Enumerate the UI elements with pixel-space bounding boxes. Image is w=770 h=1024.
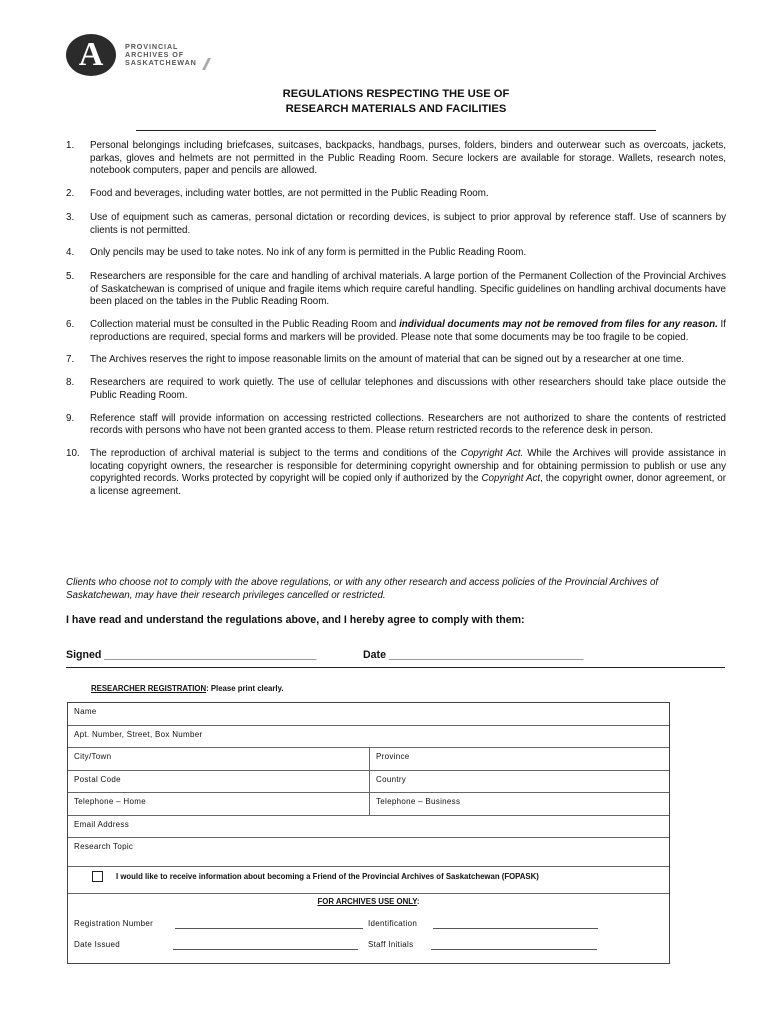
address-field-label: Apt. Number, Street, Box Number (74, 730, 203, 739)
signature-field[interactable]: Signed ____________________________________ (66, 649, 317, 661)
country-field-label[interactable]: Country (376, 775, 407, 784)
item-text-part: While the Archives will provide assistance in locating copyright owners, the researcher is responsible for determining copyright ownership and for obtaining permission to publish or use any copyrighted records. Works protected by copyright will be copied only if authorized by the (90, 447, 727, 485)
item-italic: Copyright Act. (460, 447, 524, 459)
research-topic-row[interactable] (68, 838, 669, 867)
registration-form (67, 702, 670, 964)
item-text: Only pencils may be used to take notes. No ink of any form is permitted in the Public Reading Room. (90, 247, 527, 259)
identification-line[interactable] (433, 928, 598, 929)
archives-logo (66, 34, 205, 76)
item-number: 8. (66, 377, 75, 389)
item-text: Reference staff will provide information on accessing restricted collections. Researchers are not authorized to share the contents of restricted records with persons who have not been granted access to them. Please return restricted records to the reference desk in person. (90, 412, 726, 437)
column-divider (369, 771, 370, 792)
regulation-item (66, 188, 726, 201)
registration-title: RESEARCHER REGISTRATION (91, 684, 207, 693)
regulation-item (66, 354, 726, 367)
regulation-item (66, 247, 726, 260)
item-number: 3. (66, 211, 75, 223)
postal-country-row (68, 771, 669, 793)
office-use-title: FOR ARCHIVES USE ONLY (317, 897, 417, 906)
name-row[interactable] (68, 703, 669, 726)
regulation-item (66, 448, 726, 499)
section-divider (66, 667, 725, 668)
item-number: 9. (66, 412, 75, 424)
office-use-heading (68, 897, 669, 906)
column-divider (369, 748, 370, 770)
item-text-part: If reproductions are required, special forms and markers will be provided. Please note that some documents may be too fragile to be copied. (90, 319, 726, 343)
item-number: 2. (66, 188, 75, 200)
logo-letter: A (78, 36, 104, 73)
logo-emblem-icon (66, 34, 116, 76)
business-phone-field-label[interactable]: Telephone – Business (376, 797, 461, 806)
identification-label: Identification (368, 919, 418, 928)
staff-initials-line[interactable] (431, 949, 597, 950)
item-number: 5. (66, 270, 75, 282)
date-issued-label: Date Issued (74, 940, 120, 949)
item-text-part: Collection material must be consulted in the Public Reading Room and (90, 319, 400, 331)
email-field-label: Email Address (74, 820, 130, 829)
item-text-part: , the copyright owner, donor agreement, or a license agreement. (90, 473, 726, 498)
item-text: Researchers are required to work quietly. The use of cellular telephones and discussions with other researchers should take place outside the Public Reading Room. (90, 377, 726, 401)
item-text: Researchers are responsible for the care and handling of archival materials. A large portion of the Permanent Collection of the Provincial Archives of Saskatchewan is comprised of unique and fragile items which require careful handling. Specific guidelines on handling archival documents have been placed on the tables in the Public Reading Room. (90, 270, 726, 308)
item-text: The Archives reserves the right to impose reasonable limits on the amount of material that can be signed out by a researcher at one time. (90, 354, 685, 366)
agreement-statement: I have read and understand the regulations above, and I hereby agree to comply with them: (66, 614, 525, 626)
regulation-item (66, 271, 726, 309)
item-number: 4. (66, 247, 75, 259)
fopask-row (68, 867, 669, 894)
logo-line: ARCHIVES OF (125, 50, 185, 59)
logo-line: SASKATCHEWAN (125, 58, 197, 67)
regulation-item (66, 319, 726, 344)
email-row[interactable] (68, 816, 669, 838)
registration-instruction: : Please print clearly. (206, 684, 284, 693)
postal-code-field-label[interactable]: Postal Code (74, 775, 121, 784)
item-number: 7. (66, 354, 75, 366)
item-emphasis: individual documents may not be removed from files for any reason. (399, 319, 718, 331)
fopask-label: I would like to receive information about becoming a Friend of the Provincial Archives of Saskatchewan (FOPASK) (116, 872, 539, 881)
registration-number-line[interactable] (175, 928, 363, 929)
document-title (136, 87, 656, 117)
item-number: 10. (66, 447, 80, 459)
regulation-item (66, 377, 726, 402)
compliance-notice: Clients who choose not to comply with the above regulations, or with any other research and access policies of the Provincial Archives of Saskatchewan, may have their research privileges cancelled or restricted. (66, 577, 659, 601)
title-divider (136, 130, 656, 131)
research-topic-field-label: Research Topic (74, 842, 134, 851)
city-province-row (68, 748, 669, 771)
item-italic: Copyright Act (481, 473, 541, 485)
registration-number-label: Registration Number (74, 919, 154, 928)
regulation-item (66, 212, 726, 237)
item-text-part: The reproduction of archival material is subject to the terms and conditions of the (90, 447, 461, 459)
title-line-1: REGULATIONS RESPECTING THE USE OF (282, 88, 510, 100)
regulation-item (66, 413, 726, 438)
title-line-2: RESEARCH MATERIALS AND FACILITIES (285, 103, 507, 115)
telephone-row (68, 793, 669, 816)
province-field-label[interactable]: Province (376, 752, 410, 761)
home-phone-field-label[interactable]: Telephone – Home (74, 797, 146, 806)
regulations-list (66, 140, 726, 499)
logo-line: PROVINCIAL (125, 42, 179, 51)
regulation-item (66, 140, 726, 178)
address-row[interactable] (68, 726, 669, 748)
item-text: Use of equipment such as cameras, personal dictation or recording devices, is subject to prior approval by reference staff. Use of scanners by clients is not permitted. (90, 211, 726, 236)
item-text: Food and beverages, including water bottles, are not permitted in the Public Reading Room. (90, 188, 489, 200)
column-divider (369, 793, 370, 815)
office-use-colon: : (416, 897, 420, 906)
city-field-label[interactable]: City/Town (74, 752, 112, 761)
signature-row (66, 649, 584, 661)
logo-accent-icon (202, 58, 211, 70)
logo-wordmark (125, 43, 205, 67)
office-use-section (68, 894, 669, 964)
name-field-label: Name (74, 707, 97, 716)
item-number: 6. (66, 319, 75, 331)
item-number: 1. (66, 140, 75, 151)
date-issued-line[interactable] (173, 949, 358, 950)
date-field[interactable]: Date _________________________________ (363, 649, 584, 661)
fopask-checkbox[interactable] (92, 871, 103, 882)
item-text: Personal belongings including briefcases, suitcases, backpacks, handbags, purses, folders, binders and outerwear such as overcoats, jackets, parkas, gloves and helmets are not permitted in the Public Reading Room. Secure lockers are available for storage. Wallets, research notes, notebook computers, paper and pencils are allowed. (90, 140, 726, 177)
registration-heading (91, 684, 284, 693)
staff-initials-label: Staff Initials (368, 940, 414, 949)
